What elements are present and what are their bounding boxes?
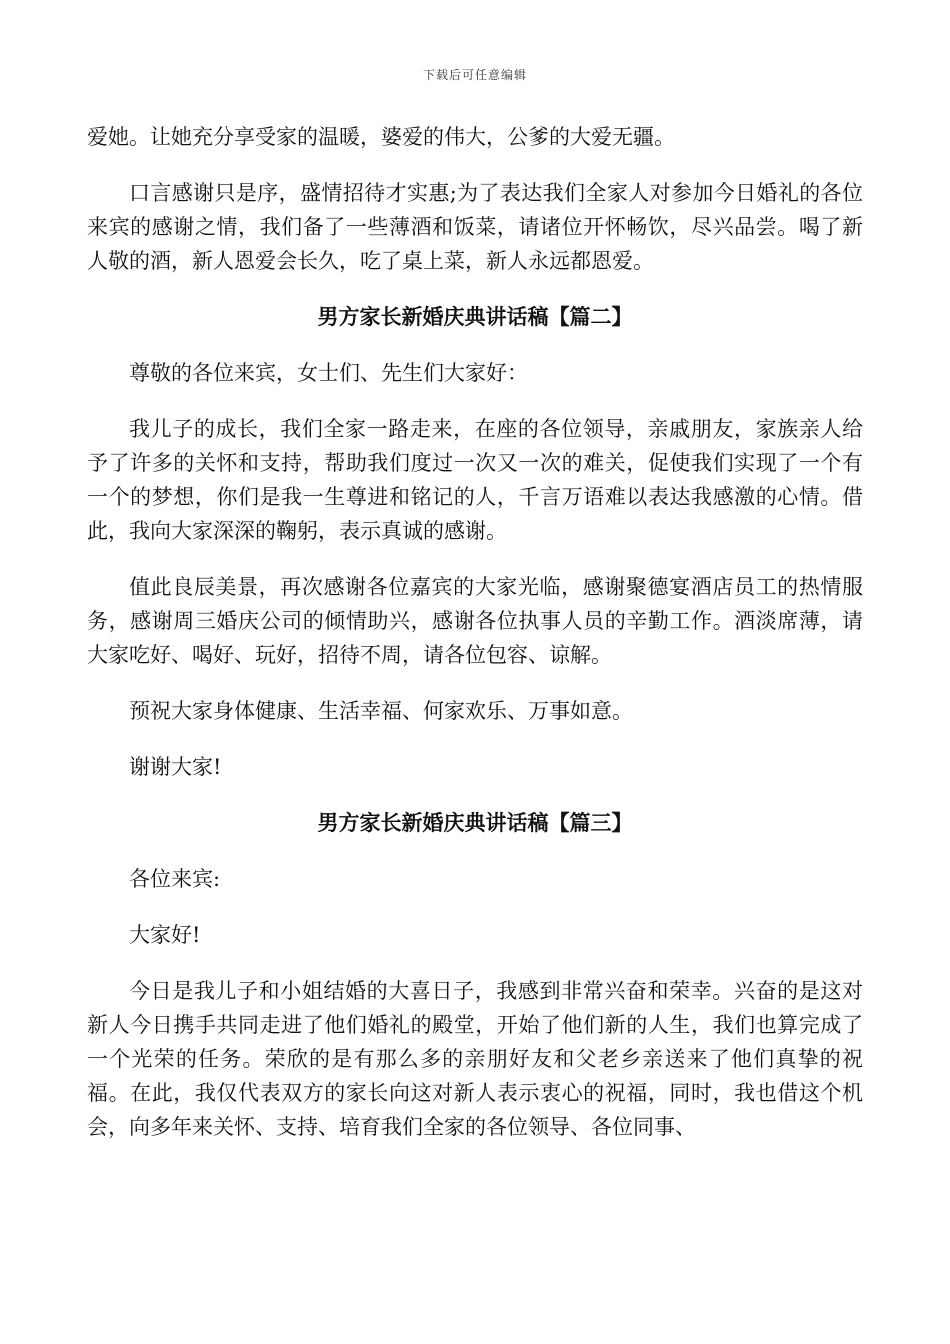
paragraph-gratitude: 值此良辰美景，再次感谢各位嘉宾的大家光临，感谢聚德宴酒店员工的热情服务，感谢周三婚庆公司的倾情助兴，感谢各位执事人员的辛勤工作。酒淡席薄，请大家吃好、喝好、玩好，招待不周，请各位包容、谅解。: [87, 575, 863, 667]
paragraph-salutation: 各位来宾:: [129, 867, 221, 891]
section-heading-part-three: 男方家长新婚庆典讲话稿【篇三】: [317, 810, 633, 835]
document-body: [87, 120, 863, 1166]
paragraph-thanks: 口言感谢只是序，盛情招待才实惠;为了表达我们全家人对参加今日婚礼的各位来宾的感谢之情，我们备了一些薄酒和饭菜，请诸位开怀畅饮，尽兴品尝。喝了新人敬的酒，新人恩爱会长久，吃了桌上菜，新人永远都恩爱。: [87, 181, 863, 273]
paragraph-greeting: 尊敬的各位来宾，女士们、先生们大家好：: [129, 361, 528, 385]
paragraph-hello: 大家好!: [129, 923, 201, 947]
paragraph-wishes: 预祝大家身体健康、生活幸福、何家欢乐、万事如意。: [129, 699, 633, 723]
section-heading-part-two: 男方家长新婚庆典讲话稿【篇二】: [317, 304, 633, 329]
paragraph-continued: 爱她。让她充分享受家的温暖，婆爱的伟大，公爹的大爱无疆。: [87, 125, 675, 149]
page-header-note: 下载后可任意编辑: [422, 68, 527, 82]
paragraph-wedding-day: 今日是我儿子和小姐结婚的大喜日子，我感到非常兴奋和荣幸。兴奋的是这对新人今日携手共同走进了他们婚礼的殿堂，开始了他们新的人生，我们也算完成了一个光荣的任务。荣欣的是有那么多的亲朋好友和父老乡亲送来了他们真挚的祝福。在此，我仅代表双方的家长向这对新人表示衷心的祝福，同时，我也借这个机会，向多年来关怀、支持、培育我们全家的各位领导、各位同事、: [87, 979, 863, 1139]
paragraph-son-growth: 我儿子的成长，我们全家一路走来，在座的各位领导，亲戚朋友，家族亲人给予了许多的关怀和支持，帮助我们度过一次又一次的难关，促使我们实现了一个有一个的梦想，你们是我一生尊进和铭记的人，千言万语难以表达我感激的心情。借此，我向大家深深的鞠躬，表示真诚的感谢。: [87, 417, 863, 543]
paragraph-thank-you: 谢谢大家!: [129, 755, 222, 779]
